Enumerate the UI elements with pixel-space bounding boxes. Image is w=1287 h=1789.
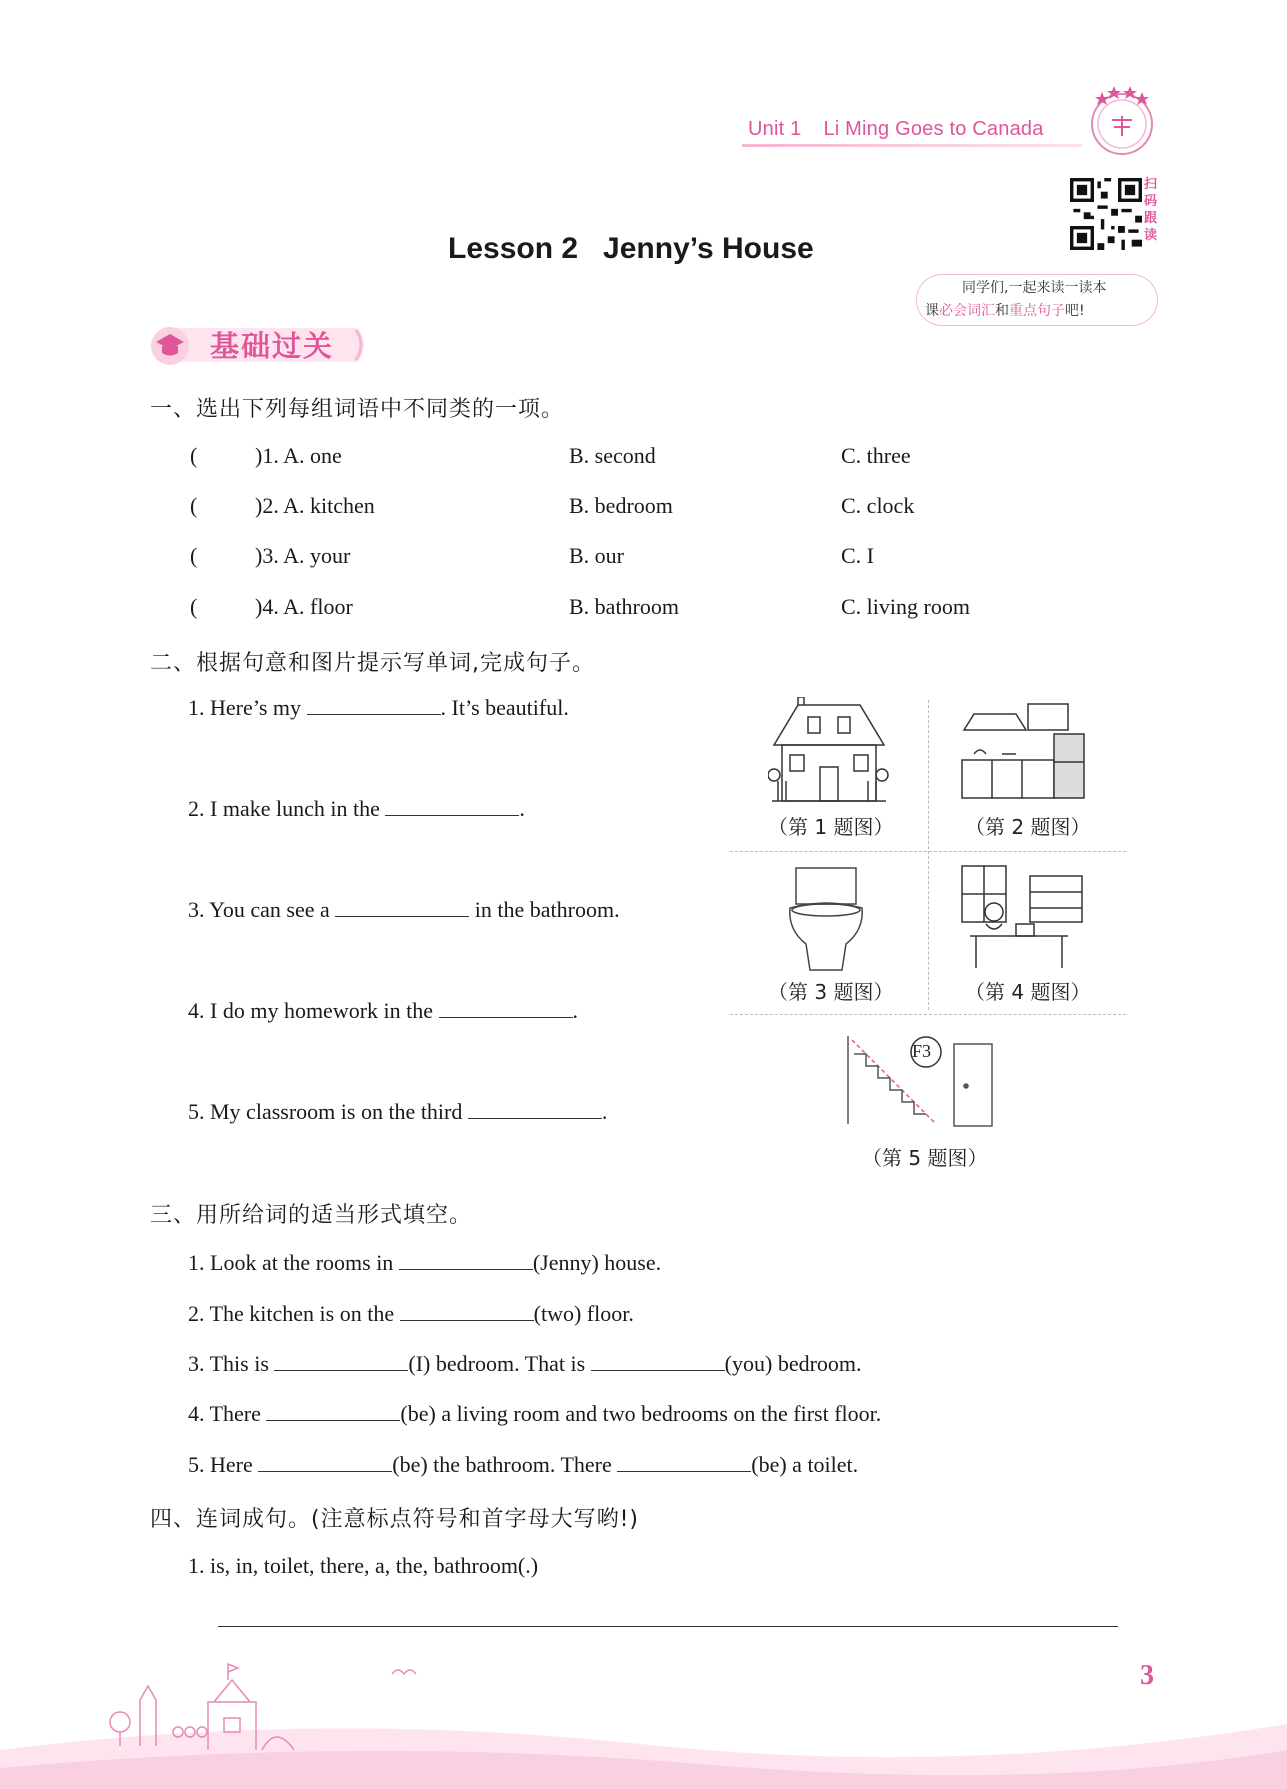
part2-item-3: 3. You can see a in the bathroom. — [188, 897, 620, 922]
study-room-icon — [956, 862, 1090, 972]
answer-blank[interactable] — [266, 1402, 400, 1421]
part1-item-1-b: B. second — [569, 443, 656, 468]
answer-paren[interactable]: ( — [190, 594, 198, 619]
toilet-icon — [786, 864, 866, 974]
grid-divider — [730, 1014, 1126, 1015]
part4-heading: 四、连词成句。(注意标点符号和首字母大写哟!) — [150, 1507, 639, 1532]
qr-caption: 扫码跟读 — [1144, 177, 1158, 243]
footer-decoration-icon — [0, 1640, 1287, 1789]
picture-caption: （第 3 题图） — [768, 980, 894, 1004]
grid-divider — [928, 700, 929, 1010]
picture-caption: （第 4 题图） — [965, 980, 1091, 1004]
part3-item-3: 3. This is (I) bedroom. That is (you) bedroom. — [188, 1351, 862, 1376]
section-banner-title: 基础过关 — [210, 329, 335, 363]
part1-heading: 一、选出下列每组词语中不同类的一项。 — [150, 397, 565, 422]
part1-item-1: )1. A. one — [255, 443, 342, 468]
part3-item-2: 2. The kitchen is on the (two) floor. — [188, 1301, 634, 1326]
answer-paren[interactable]: ( — [190, 543, 198, 568]
part2-item-5: 5. My classroom is on the third . — [188, 1099, 608, 1124]
picture-caption: （第 5 题图） — [862, 1146, 988, 1170]
answer-blank[interactable] — [258, 1453, 392, 1472]
unit-header — [748, 118, 1066, 141]
kitchen-icon — [958, 700, 1088, 802]
tip-line-2: 课必会词汇和重点句子吧! — [925, 303, 1085, 319]
part2-heading: 二、根据句意和图片提示写单词,完成句子。 — [150, 651, 595, 676]
answer-paren[interactable]: ( — [190, 443, 198, 468]
unit-title: Li Ming Goes to Canada — [823, 118, 1044, 140]
house-icon — [768, 697, 890, 805]
part1-item-4-c: C. living room — [841, 594, 970, 619]
part1-item-4-b: B. bathroom — [569, 594, 679, 619]
qr-code-icon — [1070, 178, 1142, 250]
answer-blank[interactable] — [307, 696, 441, 715]
answer-blank[interactable] — [335, 898, 469, 917]
answer-blank[interactable] — [439, 999, 573, 1018]
picture-caption: （第 1 题图） — [768, 815, 894, 839]
unit-label: Unit 1 — [748, 118, 802, 140]
part2-item-1: 1. Here’s my . It’s beautiful. — [188, 695, 569, 720]
answer-blank[interactable] — [385, 797, 519, 816]
answer-blank[interactable] — [617, 1453, 751, 1472]
tip-line-1: 同学们,一起来读一读本 — [962, 280, 1107, 296]
part1-item-3: )3. A. your — [255, 543, 351, 568]
part1-item-3-c: C. I — [841, 543, 874, 568]
floor-label: F3 — [912, 1041, 932, 1061]
part2-item-4: 4. I do my homework in the . — [188, 998, 579, 1023]
answer-line[interactable] — [218, 1626, 1118, 1627]
answer-blank[interactable] — [468, 1100, 602, 1119]
picture-caption: （第 2 题图） — [965, 815, 1091, 839]
part1-item-1-c: C. three — [841, 443, 911, 468]
part3-item-1: 1. Look at the rooms in (Jenny) house. — [188, 1250, 662, 1275]
answer-blank[interactable] — [399, 1251, 533, 1270]
part4-item-1: 1. is, in, toilet, there, a, the, bathroom(.) — [188, 1553, 539, 1578]
answer-paren[interactable]: ( — [190, 493, 198, 518]
answer-blank[interactable] — [591, 1352, 725, 1371]
answer-blank[interactable] — [274, 1352, 408, 1371]
part3-heading: 三、用所给词的适当形式填空。 — [150, 1203, 473, 1228]
part1-item-2-c: C. clock — [841, 493, 915, 518]
part3-item-4: 4. There (be) a living room and two bedrooms on the first floor. — [188, 1401, 882, 1426]
part1-item-2: )2. A. kitchen — [255, 493, 375, 518]
part1-item-3-b: B. our — [569, 543, 624, 568]
part1-item-4: )4. A. floor — [255, 594, 353, 619]
grid-divider — [730, 851, 1126, 852]
part2-item-2: 2. I make lunch in the . — [188, 796, 525, 821]
header-underline — [742, 144, 1082, 147]
answer-blank[interactable] — [400, 1302, 534, 1321]
publisher-badge-icon — [1082, 80, 1162, 160]
lesson-title: Lesson 2 Jenny’s House — [448, 232, 814, 265]
part1-item-2-b: B. bedroom — [569, 493, 673, 518]
part3-item-5: 5. Here (be) the bathroom. There (be) a toilet. — [188, 1452, 859, 1477]
page-number: 3 — [1140, 1660, 1154, 1691]
